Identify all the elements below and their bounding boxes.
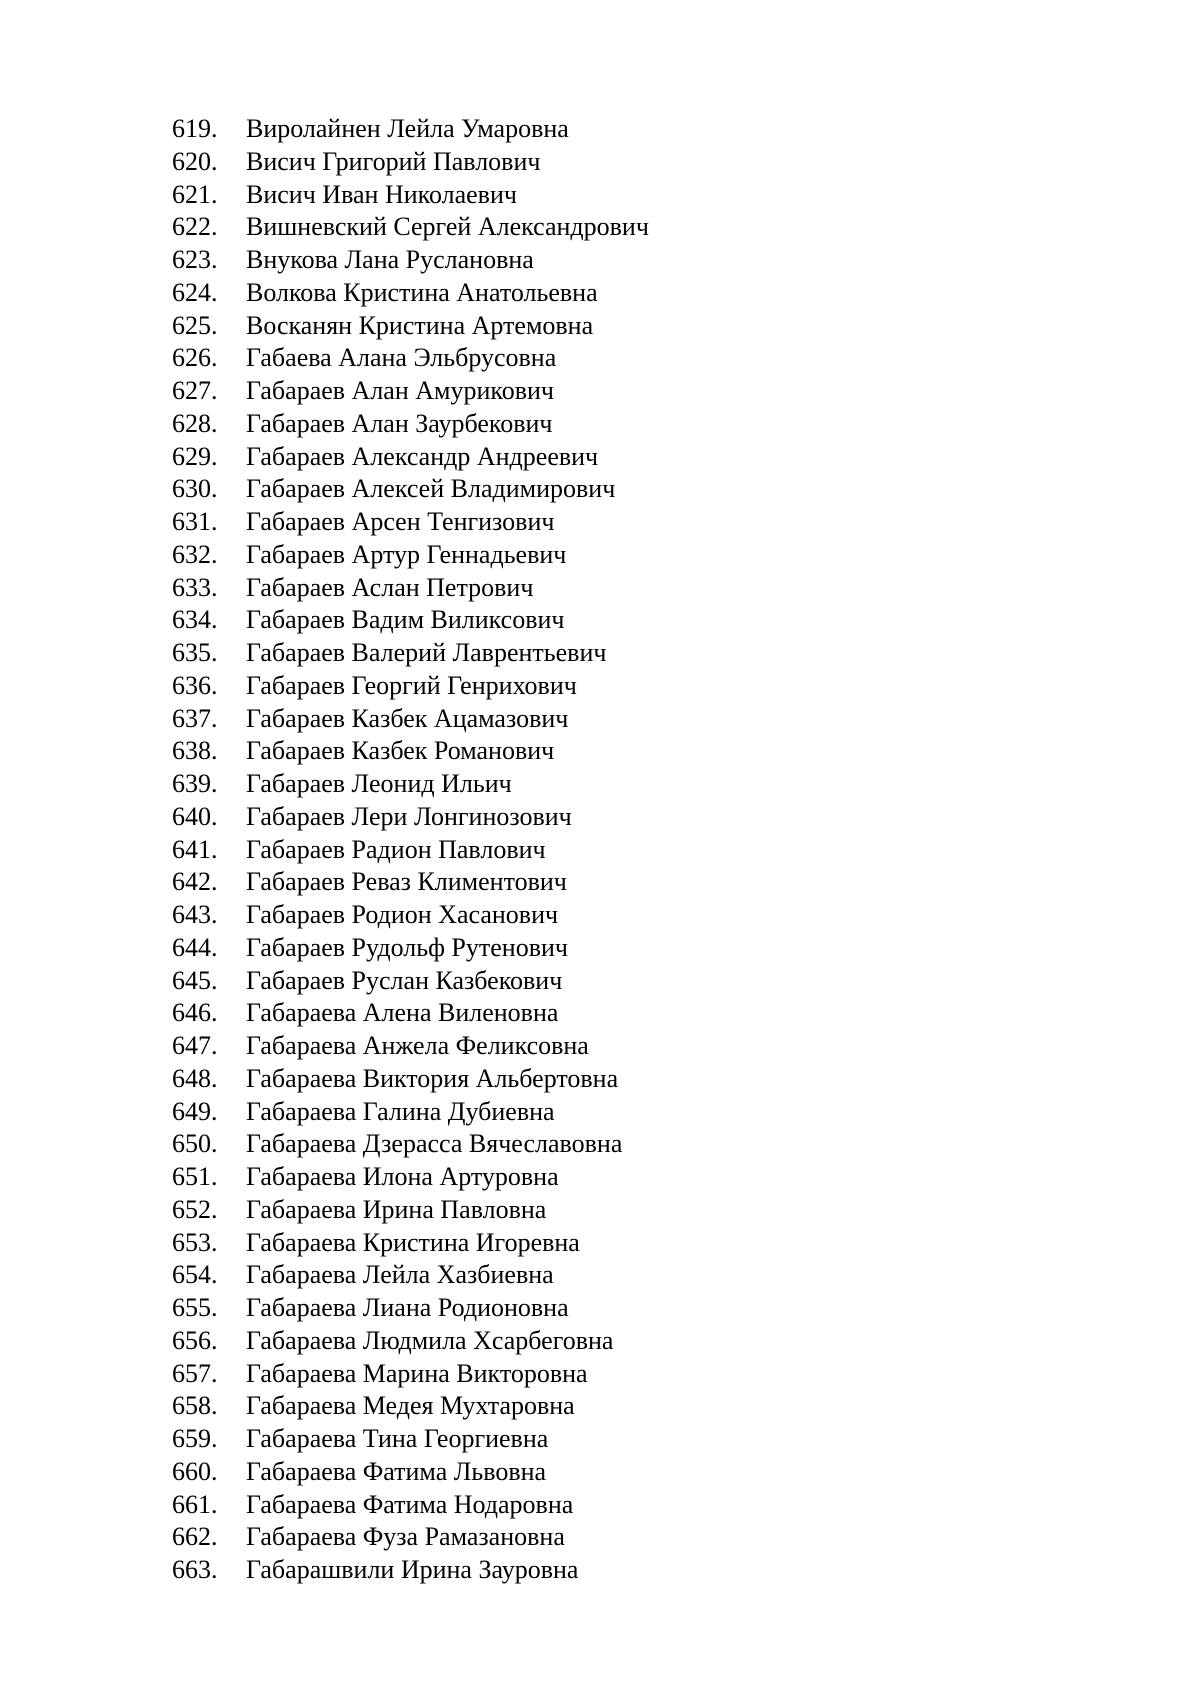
list-item-name: Габараев Леонид Ильич [246,769,512,798]
list-item-name: Габараева Галина Дубиевна [246,1096,555,1126]
list-item [172,1096,649,1129]
list-item-name: Габараев Георгий Генрихович [246,670,577,700]
list-item [172,1292,649,1325]
list-item-name: Габараев Казбек Ацамазович [246,703,569,733]
list-item-name: Габараева Ирина Павловна [246,1194,547,1224]
list-item-number: 623. [172,245,218,274]
list-item [172,473,649,506]
list-item [172,1030,649,1063]
list-item-name: Габараев Руслан Казбекович [246,965,563,995]
list-item-number: 663. [172,1555,218,1584]
list-item-name: Габараева Фатима Львовна [246,1456,547,1486]
list-item-name: Габараев Алан Амурикович [246,376,554,405]
list-item-name: Габараев Валерий Лаврентьевич [246,638,607,667]
list-item-name: Габараева Дзерасса Вячеславовна [246,1129,623,1159]
list-item-number: 661. [172,1489,218,1519]
list-item-name: Габараев Вадим Виликсович [246,605,565,635]
list-item-name: Габараева Фуза Рамазановна [246,1522,565,1552]
list-item-number: 621. [172,179,218,209]
list-item-name: Габараева Лейла Хазбиевна [246,1260,554,1290]
list-item [172,244,649,277]
list-item-number: 662. [172,1522,218,1552]
list-item [172,277,649,310]
list-item-number: 632. [172,539,218,569]
list-item-number: 630. [172,474,218,504]
list-item-name: Габараева Анжела Феликсовна [246,1031,589,1060]
list-item [172,932,649,965]
list-item-name: Габараев Аслан Петрович [246,572,534,602]
list-item-number: 641. [172,834,218,864]
list-item [172,1063,649,1096]
list-item-name: Габараева Кристина Игоревна [246,1227,580,1257]
list-item [172,637,649,670]
list-item-number: 653. [172,1227,218,1257]
list-item-number: 660. [172,1456,218,1486]
list-item-number: 657. [172,1358,218,1388]
list-item-name: Габараев Алан Заурбекович [246,408,553,438]
list-item-number: 642. [172,867,218,897]
list-item-name: Габараева Медея Мухтаровна [246,1391,575,1421]
list-item-number: 628. [172,408,218,438]
list-item [172,539,649,572]
list-item-name: Габараева Людмила Хсарбеговна [246,1325,614,1355]
list-item [172,1489,649,1522]
list-item [172,997,649,1030]
list-item [172,310,649,343]
list-item [172,965,649,998]
list-item-number: 648. [172,1063,218,1093]
list-item [172,1554,649,1587]
list-item [172,506,649,539]
list-item [172,1325,649,1358]
list-item-name: Габараева Фатима Нодаровна [246,1489,574,1519]
list-item-name: Габараев Родион Хасанович [246,900,559,929]
list-item [172,572,649,605]
list-item [172,375,649,408]
list-item [172,801,649,834]
list-item [172,211,649,244]
list-item-number: 627. [172,376,218,405]
list-item-number: 643. [172,900,218,929]
list-item-number: 638. [172,736,218,766]
list-item-number: 658. [172,1391,218,1421]
list-item-name: Волкова Кристина Анатольевна [246,277,598,307]
list-item [172,1259,649,1292]
list-item [172,703,649,736]
list-item [172,1358,649,1391]
list-item [172,1161,649,1194]
list-item-number: 634. [172,605,218,635]
list-item-number: 655. [172,1293,218,1322]
list-item-number: 654. [172,1260,218,1290]
list-item-name: Габараева Марина Викторовна [246,1358,588,1388]
list-item-number: 624. [172,277,218,307]
list-item-number: 651. [172,1162,218,1191]
list-item [172,1227,649,1260]
list-item-number: 640. [172,801,218,831]
list-item-name: Габараев Артур Геннадьевич [246,539,567,569]
name-list [172,113,649,1587]
list-item-number: 644. [172,932,218,962]
list-item [172,670,649,703]
list-item-name: Габаева Алана Эльбрусовна [246,343,557,373]
list-item-number: 629. [172,441,218,471]
list-item [172,342,649,375]
list-item-name: Габараев Арсен Тенгизович [246,507,555,536]
list-item-number: 620. [172,146,218,176]
list-item [172,1128,649,1161]
list-item-name: Вишневский Сергей Александрович [246,212,649,242]
list-item-name: Виролайнен Лейла Умаровна [246,114,569,143]
list-item-number: 637. [172,703,218,733]
list-item [172,1423,649,1456]
list-item-number: 659. [172,1424,218,1453]
list-item [172,1194,649,1227]
list-item-number: 619. [172,114,218,143]
list-item-number: 649. [172,1096,218,1126]
list-item-name: Габараева Виктория Альбертовна [246,1063,619,1093]
list-item-name: Габараева Алена Виленовна [246,998,559,1028]
list-item-number: 652. [172,1194,218,1224]
list-item [172,408,649,441]
list-item [172,604,649,637]
list-item-name: Внукова Лана Руслановна [246,245,534,274]
list-item-number: 626. [172,343,218,373]
list-item-name: Габараев Рудольф Рутенович [246,932,568,962]
list-item-name: Габараева Лиана Родионовна [246,1293,569,1322]
list-item-number: 646. [172,998,218,1028]
list-item-number: 633. [172,572,218,602]
list-item-name: Габараев Александр Андреевич [246,441,599,471]
list-item-name: Габараева Илона Артуровна [246,1162,559,1191]
list-item-number: 635. [172,638,218,667]
list-item [172,441,649,474]
list-item-name: Габараев Казбек Романович [246,736,555,766]
list-item-name: Висич Иван Николаевич [246,179,517,209]
list-item-name: Габараев Реваз Климентович [246,867,567,897]
list-item-name: Габараева Тина Георгиевна [246,1424,549,1453]
list-item [172,1456,649,1489]
list-item [172,1390,649,1423]
list-item [172,735,649,768]
list-item-number: 622. [172,212,218,242]
list-item-number: 636. [172,670,218,700]
list-item [172,1521,649,1554]
list-item-number: 650. [172,1129,218,1159]
list-item-name: Габараев Радион Павлович [246,834,546,864]
list-item-name: Восканян Кристина Артемовна [246,310,594,340]
list-item [172,146,649,179]
list-item-name: Габараев Алексей Владимирович [246,474,616,504]
list-item-name: Висич Григорий Павлович [246,146,541,176]
list-item-number: 631. [172,507,218,536]
list-item [172,179,649,212]
list-item [172,834,649,867]
list-item-name: Габараев Лери Лонгинозович [246,801,572,831]
list-item [172,866,649,899]
list-item-name: Габарашвили Ирина Зауровна [246,1555,579,1584]
list-item [172,113,649,146]
list-item-number: 656. [172,1325,218,1355]
list-item-number: 625. [172,310,218,340]
list-item [172,899,649,932]
list-item [172,768,649,801]
list-item-number: 639. [172,769,218,798]
list-item-number: 645. [172,965,218,995]
list-item-number: 647. [172,1031,218,1060]
